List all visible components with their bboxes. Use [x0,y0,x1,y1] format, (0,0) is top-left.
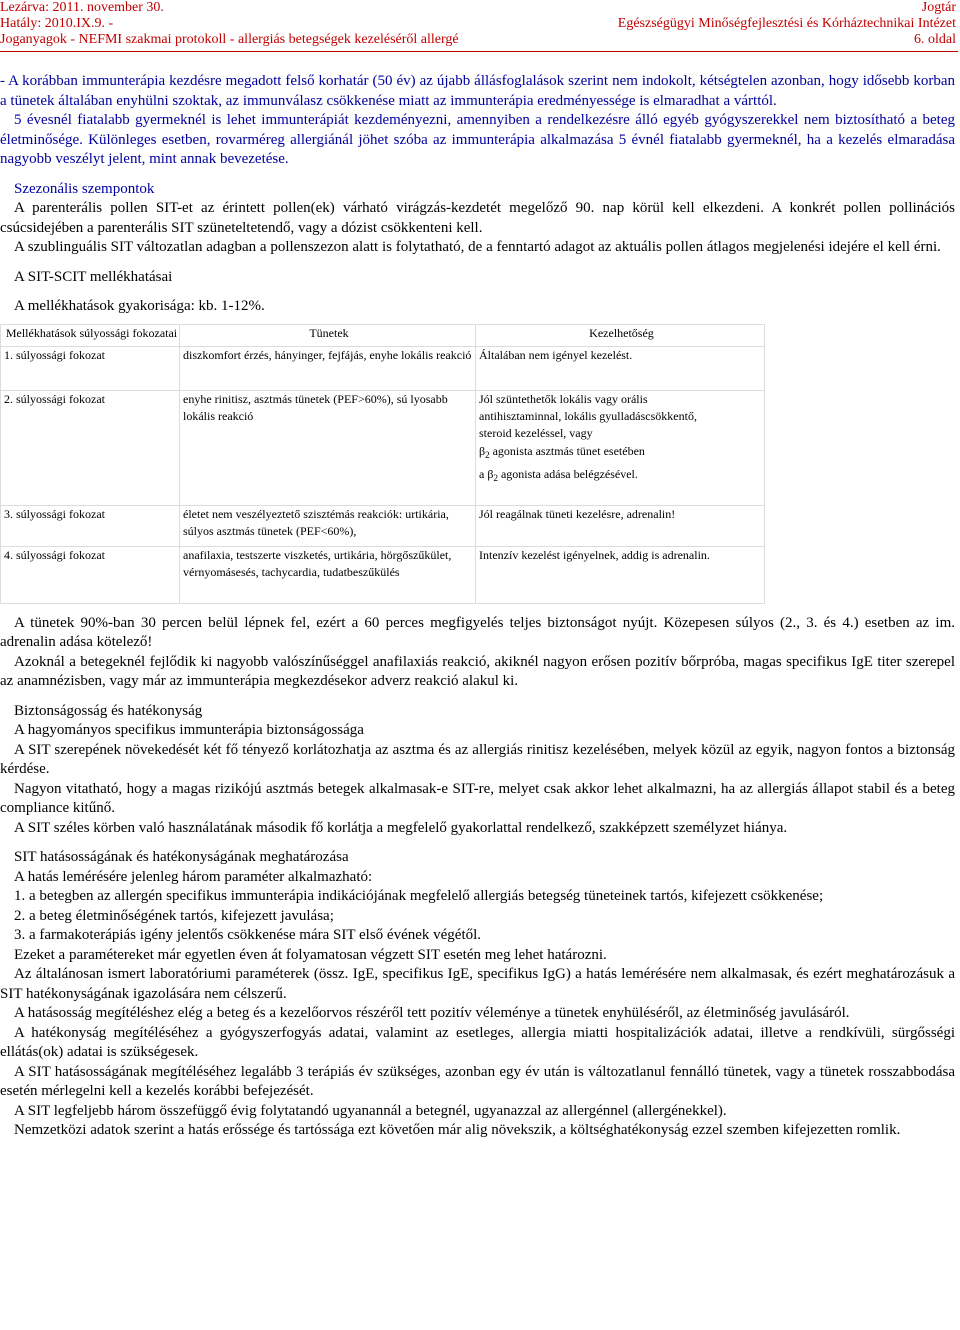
treatment-cell: Intenzív kezelést igényelnek, addig is adrenalin. [476,546,765,603]
beta-text: agonista adása belégzésével. [497,466,638,481]
table-row [1,505,765,546]
safety-title: Biztonságosság és hatékonyság [14,702,203,719]
safety-paragraph-3: A SIT széles körben való használatának második fő korlátja a megfelelő gyakorlattal rendelkező, szakképzett személyzet hiánya. [14,819,788,836]
grade-cell: 3. súlyossági fokozat [1,505,180,546]
symptoms-cell: enyhe rinitisz, asztmás tünetek (PEF>60%), sú lyosabb lokális reakció [180,390,476,505]
header-divider [0,51,958,52]
efficacy-intro: A hatás lemérésére jelenleg három paraméter alkalmazható: [14,868,373,885]
symptoms-cell: diszkomfort érzés, hányinger, fejfájás, enyhe lokális reakció [180,346,476,390]
grade-cell: 2. súlyossági fokozat [1,390,180,505]
safety-paragraph-1: A SIT szerepének növekedését két fő tényező korlátozhatja az asztma és az allergiás rinitisz kezelésében, melyek közül az egyik, nagyon fontos a biztonság kérdése. [0,741,955,777]
efficacy-paragraph-4: A hatékonyság megítéléséhez a gyógyszerfogyás adatai, valamint az esetleges, allergia miatti hospitalizációk adatai, illetve a rendkívüli, sürgősségi ellátás(ok) adatai is szükségesek. [0,1024,955,1060]
effective-date: Hatály: 2010.IX.9. - [0,16,114,31]
table-row [1,346,765,390]
table-row [1,390,765,505]
after-table-paragraph-2: Azoknál a betegeknél fejlődik ki nagyobb valószínűséggel anafilaxiás reakció, akiknél nagyon erősen pozitív bőrpróba, magas specifikus IgE titer szerepel az anamnézisben, vagy már az immunterápia megkezdésekor adverz reakció alakul ki. [0,653,955,689]
table-header-cell: Tünetek [180,324,476,346]
institute-name: Egészségügyi Minőségfejlesztési és Kórháztechnikai Intézet [617,16,956,31]
table-header-row [1,324,765,346]
intro-paragraph-2: 5 évesnél fiatalabb gyermeknél is lehet immunterápiát kezdeményezni, amennyiben a rendelkezésre álló egyéb gyógyszerekkel nem biztosítható a beteg életminősége. Különleges esetben, rovarméreg allergiánál jöhet szóba az immunterápia alkalmazása 5 évnél fiatalabb gyermeknél, ha a kezelés elmaradása nagyobb veszélyt jelent, mint annak bevezetése. [0,112,955,167]
source-name: Jogtár [921,0,956,15]
treatment-line: antihisztaminnal, lokális gyulladáscsökkentő, [479,408,697,423]
symptoms-cell: életet nem veszélyeztető szisztémás reakciók: urtikária, súlyos asztmás tünetek (PEF<60%), [180,505,476,546]
beta-symbol: β [479,443,486,458]
side-effects-frequency: A mellékhatások gyakorisága: kb. 1-12%. [14,298,265,314]
side-effects-table [0,324,765,604]
document-body [0,72,955,1141]
safety-subtitle: A hagyományos specifikus immunterápia biztonságossága [14,722,364,738]
table-row [1,546,765,603]
law-title: Joganyagok - NEFMI szakmai protokoll - allergiás betegségek kezeléséről allergé [0,32,459,47]
efficacy-list-item: 3. a farmakoterápiás igény jelentős csökkenése mára SIT első évének végétől. [14,927,482,943]
table-header-cell: Kezelhetőség [476,324,765,346]
table-header-cell: Mellékhatások súlyossági fokozatai [1,324,180,346]
seasonal-paragraph-2: A szublinguális SIT változatlan adagban a pollenszezon alatt is folytatható, de a fenntartó adagot az aktuális pollen átlagos megjelenési idejére el kell érni. [14,239,941,255]
efficacy-paragraph-5: A SIT hatásosságának megítéléséhez legalább 3 terápiás év szükséges, azonban egy év után is változatlanul fennálló tünetek, vagy a tünetek rosszabbodása esetén mérlegelni kell a kezelés korábbi befejezését. [0,1063,955,1099]
efficacy-list-item: 1. a betegben az allergén specifikus immunterápia indikációjának megfelelő allergiás betegség tüneteinek tartós, kifejezett csökkenése; [14,888,824,904]
efficacy-list-item: 2. a beteg életminőségének tartós, kifejezett javulása; [14,907,334,924]
grade-cell: 4. súlyossági fokozat [1,546,180,603]
treatment-line [479,443,764,461]
after-table-paragraph-1: A tünetek 90%-ban 30 percen belül lépnek fel, ezért a 60 perces megfigyelés teljes biztonságot nyújt. Közepesen súlyos (2., 3. és 4.) esetben az im. adrenalin adása kötelező! [0,614,955,650]
grade-cell: 1. súlyossági fokozat [1,346,180,390]
treatment-cell: Általában nem igényel kezelést. [476,346,765,390]
efficacy-paragraph-6: A SIT legfeljebb három összefüggő évig folytatandó ugyanannál a betegnél, ugyanazzal az allergénnel (allergénekkel). [14,1102,727,1119]
efficacy-paragraph-3: A hatásosság megítéléshez elég a beteg és a kezelőorvos részéről tett pozitív véleménye a tünetek enyhüléséről, az életminőség javulásáról. [14,1005,850,1021]
beta-symbol: a β [479,466,494,481]
efficacy-title: SIT hatásosságának és hatékonyságának meghatározása [14,849,349,865]
closed-date: Lezárva: 2011. november 30. [0,0,164,15]
symptoms-cell: anafilaxia, testszerte viszketés, urtikária, hörgőszűkület, vérnyomásesés, tachycardia, tudatbeszűkülés [180,546,476,603]
beta-text: agonista asztmás tünet esetében [489,443,645,458]
page-number: 6. oldal [914,32,956,47]
treatment-line: Jól szüntethetők lokális vagy orális [479,391,648,406]
side-effects-title: A SIT-SCIT mellékhatásai [14,268,173,285]
beta-subscript: 2 [485,449,490,460]
treatment-line: steroid kezeléssel, vagy [479,425,593,440]
intro-paragraph-1: - A korábban immunterápia kezdésre megadott felső korhatár (50 év) az újabb állásfoglalások szerint nem indokolt, kétségtelen azonban, hogy idősebb korban a tünetek általában enyhülni szoktak, az immunválasz csökkenése miatt az immunterápia eredményessége is elmaradhat a várttól. [0,73,955,109]
safety-paragraph-2: Nagyon vitatható, hogy a magas rizikójú asztmás betegek alkalmasak-e SIT-re, melyet csak akkor lehet alkalmazni, ha az allergiás állapot stabil és a beteg compliance kitűnő. [0,780,955,816]
efficacy-paragraph-7: Nemzetközi adatok szerint a hatás erőssége és tartóssága ezt követően már alig növekszik, a költséghatékonyság ezzel szemben kifejezetten romlik. [14,1122,901,1138]
efficacy-paragraph-2: Az általánosan ismert laboratóriumi paraméterek (össz. IgE, specifikus IgE, specifikus IgG) a hatás lemérésére nem alkalmasak, és ezért meghatározásuk a SIT hatékonyságának igazolására nem célszerű. [0,966,955,1002]
treatment-cell: Jól reagálnak tüneti kezelésre, adrenalin! [476,505,765,546]
seasonal-paragraph-1: A parenterális pollen SIT-et az érintett pollen(ek) várható virágzás-kezdetét megelőző 90. nap körül kell elkezdeni. A konkrét pollen pollinációs csúcsidejében a parenterális SIT szüneteltetendő, vagy a dózist csökkenteni kell. [0,200,955,236]
seasonal-title: Szezonális szempontok [14,180,155,197]
beta-subscript: 2 [493,472,498,483]
treatment-line [479,466,764,484]
treatment-cell [476,390,765,505]
efficacy-paragraph-1: Ezeket a paramétereket már egyetlen éven át folyamatosan végzett SIT esetén meg lehet határozni. [14,946,607,963]
